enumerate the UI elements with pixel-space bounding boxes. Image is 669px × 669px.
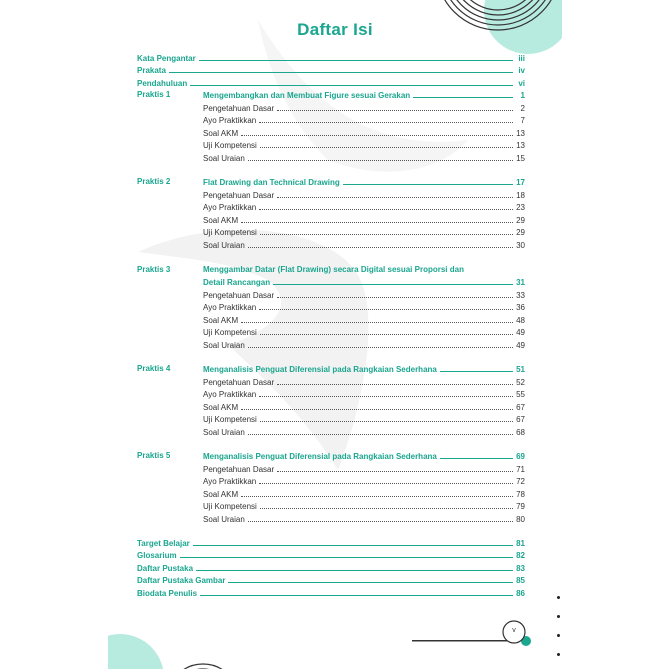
dot-leader xyxy=(259,122,513,123)
toc-entry-sub-page: 30 xyxy=(516,240,525,250)
toc-entry-front-page: iv xyxy=(518,66,525,75)
toc-entry-sub-label: Ayo Praktikkan xyxy=(203,116,257,125)
toc-entry-sub-label: Ayo Praktikkan xyxy=(203,390,257,399)
dot-leader xyxy=(200,595,513,596)
dot-leader xyxy=(277,297,513,298)
dot-leader xyxy=(241,322,513,323)
toc-entry-sub-label: Ayo Praktikkan xyxy=(203,303,257,312)
toc-entry-front-label: Kata Pengantar xyxy=(137,54,196,63)
dot-leader xyxy=(260,421,513,422)
section-name: Praktis 4 xyxy=(137,364,171,373)
toc-entry-back[interactable] xyxy=(137,549,525,560)
toc-entry-sub-page: 52 xyxy=(516,377,525,387)
toc-entry-back[interactable] xyxy=(137,537,525,548)
toc-entry-back[interactable] xyxy=(137,587,525,598)
toc-entry-sub-page: 13 xyxy=(516,141,525,150)
toc-entry-sub-label: Soal AKM xyxy=(203,215,239,225)
toc-entry-sub[interactable] xyxy=(203,289,525,300)
toc-entry-sub-label: Soal Uraian xyxy=(203,340,245,350)
toc-entry-sub-label: Ayo Praktikkan xyxy=(203,203,257,212)
toc-entry-section[interactable] xyxy=(203,89,525,100)
toc-entry-section[interactable] xyxy=(203,276,525,287)
toc-entry-sub[interactable] xyxy=(203,189,525,200)
dot-leader xyxy=(248,247,513,248)
toc-entry-sub-page: 49 xyxy=(516,340,525,350)
dot-leader xyxy=(259,209,513,210)
dot-leader xyxy=(228,582,513,583)
toc-entry-front-label: Pendahuluan xyxy=(137,79,188,88)
dot-leader xyxy=(248,347,513,348)
toc-entry-section-label: Flat Drawing dan Technical Drawing xyxy=(203,178,340,187)
toc-entry-sub[interactable] xyxy=(203,463,525,474)
book-page xyxy=(108,0,562,669)
dot-leader xyxy=(343,184,513,185)
toc-entry-section[interactable] xyxy=(203,363,525,374)
dot-leader xyxy=(190,85,513,86)
dot-leader xyxy=(440,458,513,459)
toc-entry-back-label: Daftar Pustaka xyxy=(137,564,194,573)
toc-entry-section[interactable] xyxy=(203,176,525,187)
dot-leader xyxy=(273,284,513,285)
toc-entry-sub-page: 71 xyxy=(516,464,525,474)
page-title: Daftar Isi xyxy=(297,20,373,39)
dot-leader xyxy=(180,557,513,558)
toc-entry-sub-label: Soal AKM xyxy=(203,489,239,499)
toc-entry-sub-page: 7 xyxy=(520,116,525,125)
dot-leader xyxy=(259,483,513,484)
toc-entry-section-label: Detail Rancangan xyxy=(203,278,271,287)
toc-entry-sub[interactable] xyxy=(203,401,525,412)
dot-leader xyxy=(260,234,513,235)
toc-entry-back-page: 86 xyxy=(516,589,525,598)
section-name: Praktis 1 xyxy=(137,90,171,99)
dot-leader xyxy=(248,434,513,435)
section-name: Praktis 3 xyxy=(137,265,171,274)
toc-entry-back-page: 81 xyxy=(516,539,525,548)
toc-entry-sub-page: 33 xyxy=(516,290,525,300)
dot-leader xyxy=(169,72,513,73)
dot-leader xyxy=(277,110,513,111)
dot-leader xyxy=(277,471,513,472)
toc-entry-sub-label: Pengetahuan Dasar xyxy=(203,377,275,387)
toc-entry-sub-label: Uji Kompetensi xyxy=(203,228,257,237)
toc-entry-sub-page: 68 xyxy=(516,427,525,437)
toc-entry-back-page: 85 xyxy=(516,576,525,585)
toc-entry-section-page: 31 xyxy=(516,278,525,287)
dot-leader xyxy=(259,396,513,397)
toc-entry-sub[interactable] xyxy=(203,201,525,212)
toc-entry-sub-page: 67 xyxy=(516,415,525,424)
toc-entry-front-label: Prakata xyxy=(137,66,166,75)
toc-entry-sub[interactable] xyxy=(203,339,525,350)
toc-entry-sub-label: Pengetahuan Dasar xyxy=(203,290,275,300)
toc-entry-sub[interactable] xyxy=(203,102,525,113)
dot-leader xyxy=(260,508,513,509)
dot-leader xyxy=(241,496,513,497)
toc-entry-sub-label: Ayo Praktikkan xyxy=(203,477,257,486)
toc-entry-sub[interactable] xyxy=(203,326,525,337)
dot-leader xyxy=(440,371,513,372)
dot-leader xyxy=(199,60,513,61)
dot-leader xyxy=(413,97,513,98)
toc-entry-sub-label: Soal AKM xyxy=(203,315,239,325)
toc-entry-sub-label: Pengetahuan Dasar xyxy=(203,190,275,200)
toc-entry-sub[interactable] xyxy=(203,376,525,387)
toc-entry-sub-page: 72 xyxy=(516,477,525,486)
toc-entry-back-page: 82 xyxy=(516,551,525,560)
toc-entry-back-label: Biodata Penulis xyxy=(137,589,198,598)
dot-leader xyxy=(248,521,513,522)
toc-entry-sub[interactable] xyxy=(203,152,525,163)
toc-entry-back-label: Target Belajar xyxy=(137,539,190,548)
toc-entry-sub-label: Uji Kompetensi xyxy=(203,415,257,424)
toc-entry-section-page: 69 xyxy=(516,452,525,461)
toc-entry-sub-page: 67 xyxy=(516,402,525,412)
toc-entry-sub-page: 2 xyxy=(520,103,525,113)
toc-entry-sub-label: Pengetahuan Dasar xyxy=(203,464,275,474)
toc-entry-sub[interactable] xyxy=(203,314,525,325)
toc-entry-sub-page: 49 xyxy=(516,328,525,337)
toc-entry-sub[interactable] xyxy=(203,139,525,150)
toc-entry-sub[interactable] xyxy=(203,475,525,486)
dot-leader xyxy=(260,334,513,335)
toc-entry-front[interactable] xyxy=(137,52,525,63)
toc-entry-sub-label: Soal Uraian xyxy=(203,240,245,250)
dot-leader xyxy=(259,309,513,310)
toc-entry-sub-page: 80 xyxy=(516,514,525,524)
toc-entry-sub-label: Soal Uraian xyxy=(203,514,245,524)
toc-entry-front-page: iii xyxy=(518,54,525,63)
toc-entry-front-page: vi xyxy=(518,79,525,88)
toc-entry-back-label: Daftar Pustaka Gambar xyxy=(137,576,226,585)
dot-leader xyxy=(241,135,513,136)
toc-entry-sub[interactable] xyxy=(203,388,525,399)
toc-entry-sub-label: Uji Kompetensi xyxy=(203,502,257,511)
section-title-line: Menggambar Datar (Flat Drawing) secara Digital sesuai Proporsi dan xyxy=(203,265,464,274)
toc-entry-sub[interactable] xyxy=(203,226,525,237)
dot-leader xyxy=(260,147,513,148)
toc-entry-sub-page: 18 xyxy=(516,190,525,200)
toc-entry-section-label: Menganalisis Penguat Diferensial pada Rangkaian Sederhana xyxy=(203,452,437,461)
toc-entry-sub-page: 79 xyxy=(516,502,525,511)
dot-leader xyxy=(196,570,513,571)
toc-entry-sub-page: 29 xyxy=(516,215,525,225)
toc-entry-sub[interactable] xyxy=(203,214,525,225)
toc-entry-back-page: 83 xyxy=(516,564,525,573)
toc-entry-sub[interactable] xyxy=(203,488,525,499)
section-name: Praktis 2 xyxy=(137,177,171,186)
toc-entry-sub-label: Soal AKM xyxy=(203,402,239,412)
dot-leader xyxy=(277,384,513,385)
toc-entry-sub-page: 55 xyxy=(516,390,525,399)
toc-entry-back[interactable] xyxy=(137,562,525,573)
toc-entry-sub[interactable] xyxy=(203,239,525,250)
toc-entry-section-page: 1 xyxy=(520,91,525,100)
toc-entry-sub[interactable] xyxy=(203,513,525,524)
toc-entry-sub-page: 29 xyxy=(516,228,525,237)
toc-entry-front[interactable] xyxy=(137,77,525,88)
bottom-rings xyxy=(167,664,239,669)
toc-entry-sub[interactable] xyxy=(203,114,525,125)
toc-entry-sub-label: Soal AKM xyxy=(203,128,239,138)
toc-entry-section-label: Mengembangkan dan Membuat Figure sesuai Gerakan xyxy=(203,91,411,100)
toc-entry-sub-page: 36 xyxy=(516,303,525,312)
dot-leader xyxy=(248,160,513,161)
dot-leader xyxy=(277,197,513,198)
toc-entry-sub-label: Soal Uraian xyxy=(203,153,245,163)
toc-entry-sub-label: Uji Kompetensi xyxy=(203,328,257,337)
dot-leader xyxy=(241,222,513,223)
toc-entry-front[interactable] xyxy=(137,64,525,75)
toc-entry-sub[interactable] xyxy=(203,426,525,437)
toc-entry-sub-page: 48 xyxy=(516,315,525,325)
toc-entry-sub[interactable] xyxy=(203,413,525,424)
mint-corner-bottom xyxy=(108,634,164,669)
toc-entry-section-label: Menganalisis Penguat Diferensial pada Rangkaian Sederhana xyxy=(203,365,437,374)
toc-entry-sub-page: 13 xyxy=(516,128,525,138)
dot-leader xyxy=(241,409,513,410)
toc-entry-sub[interactable] xyxy=(203,127,525,138)
toc-entry-sub-page: 15 xyxy=(516,153,525,163)
toc-entry-sub-label: Soal Uraian xyxy=(203,427,245,437)
toc-entry-back-label: Glosarium xyxy=(137,551,177,560)
toc-entry-section[interactable] xyxy=(203,450,525,461)
section-name: Praktis 5 xyxy=(137,451,171,460)
toc-entry-sub-page: 23 xyxy=(516,203,525,212)
toc-entry-sub[interactable] xyxy=(203,301,525,312)
toc-entry-sub-label: Pengetahuan Dasar xyxy=(203,103,275,113)
toc-entry-section-page: 51 xyxy=(516,365,525,374)
dot-leader xyxy=(193,545,513,546)
toc-entry-back[interactable] xyxy=(137,574,525,585)
toc-entry-sub-page: 78 xyxy=(516,489,525,499)
toc-entry-sub-label: Uji Kompetensi xyxy=(203,141,257,150)
footer-bar xyxy=(412,640,516,642)
toc-entry-section-page: 17 xyxy=(516,178,525,187)
page-number: v xyxy=(512,627,516,634)
toc-entry-sub[interactable] xyxy=(203,500,525,511)
